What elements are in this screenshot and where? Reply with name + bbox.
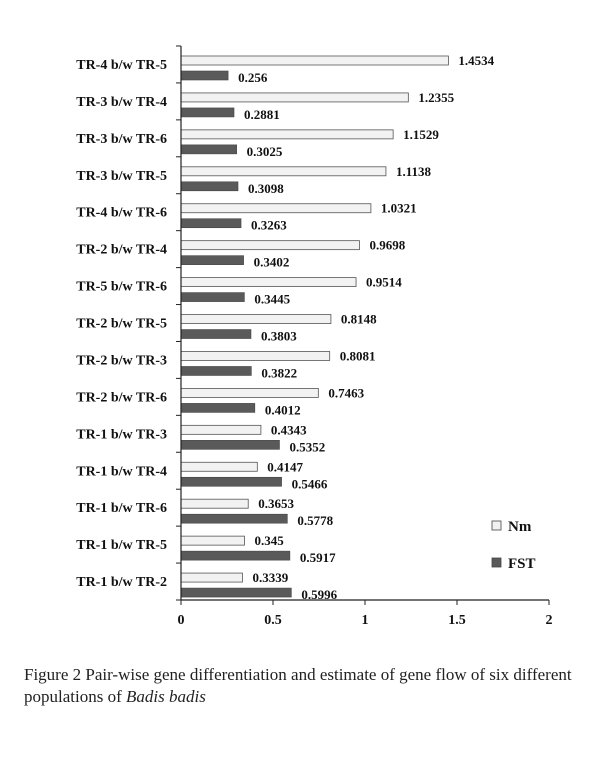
bar-nm [181, 499, 248, 508]
category-label: TR-4 b/w TR-6 [76, 205, 167, 221]
category-label: TR-2 b/w TR-4 [76, 242, 167, 258]
bar-fst [181, 256, 244, 265]
data-label-fst: 0.3803 [260, 328, 297, 344]
category-label: TR-4 b/w TR-5 [76, 58, 167, 73]
bar-fst [181, 403, 255, 412]
data-label-nm: 0.3339 [252, 570, 289, 586]
bar-nm [181, 56, 448, 65]
category-label: TR-1 b/w TR-6 [76, 501, 167, 517]
category-label: TR-2 b/w TR-5 [76, 316, 167, 332]
legend-swatch-nm [492, 521, 501, 530]
data-label-fst: 0.3025 [246, 143, 283, 159]
bar-nm [181, 351, 330, 360]
caption-text: Figure 2 Pair-wise gene differentiation and estimate of gene flow of six different populations of [24, 665, 572, 706]
bar-fst [181, 477, 282, 486]
data-label-nm: 0.9698 [369, 237, 406, 253]
data-label-fst: 0.3445 [254, 291, 291, 307]
data-label-fst: 0.3822 [261, 365, 298, 381]
category-label: TR-3 b/w TR-5 [76, 168, 167, 184]
data-label-fst: 0.256 [238, 70, 268, 85]
bar-fst [181, 551, 290, 560]
figure-caption [24, 664, 584, 708]
bar-nm [181, 315, 331, 324]
x-tick-label: 0 [177, 613, 185, 628]
legend-swatch-fst [492, 558, 501, 567]
legend [492, 519, 536, 572]
data-label-nm: 1.1529 [403, 126, 439, 142]
bar-nm [181, 536, 244, 545]
data-label-nm: 0.8148 [340, 311, 377, 327]
x-tick-label: 1 [361, 613, 369, 628]
x-tick-label: 1.5 [448, 613, 466, 628]
data-label-nm: 0.9514 [366, 274, 402, 290]
category-label: TR-3 b/w TR-6 [76, 131, 167, 147]
bar-fst [181, 440, 279, 449]
data-label-fst: 0.3402 [253, 254, 290, 270]
bar-nm [181, 462, 257, 471]
bar-fst [181, 588, 291, 597]
caption-species: Badis badis [126, 687, 206, 706]
category-label: TR-5 b/w TR-6 [76, 279, 167, 295]
bar-fst [181, 366, 251, 375]
bar-fst [181, 514, 287, 523]
data-label-fst: 0.3263 [251, 217, 287, 233]
bar-nm [181, 425, 261, 434]
data-label-fst: 0.5466 [291, 476, 328, 492]
data-label-nm: 1.1138 [395, 163, 431, 179]
data-label-fst: 0.5917 [299, 550, 336, 566]
data-label-fst: 0.4012 [264, 402, 301, 418]
category-label: TR-2 b/w TR-3 [76, 353, 167, 369]
data-label-nm: 0.3653 [258, 496, 294, 512]
data-label-fst: 0.3098 [248, 180, 284, 196]
bar-nm [181, 388, 318, 397]
legend-label-fst: FST [508, 556, 536, 572]
bar-fst [181, 108, 234, 117]
data-label-fst: 0.5778 [297, 513, 334, 529]
bar-fst [181, 219, 241, 228]
bar-nm [181, 167, 386, 176]
bar-nm [181, 93, 408, 102]
bar-nm [181, 278, 356, 287]
bar-nm [181, 130, 393, 139]
data-label-nm: 0.8081 [339, 348, 376, 364]
data-label-nm: 1.4534 [458, 53, 495, 68]
data-label-fst: 0.5996 [301, 587, 338, 603]
data-label-nm: 0.7463 [328, 385, 365, 401]
data-label-nm: 0.345 [254, 533, 284, 549]
category-label: TR-1 b/w TR-2 [76, 575, 167, 591]
bar-fst [181, 71, 228, 80]
bar-nm [181, 241, 359, 250]
bar-fst [181, 182, 238, 191]
data-label-nm: 0.4343 [270, 422, 307, 438]
bar-fst [181, 330, 251, 339]
bar-nm [181, 573, 242, 582]
data-label-nm: 0.4147 [267, 459, 304, 475]
bar-nm [181, 204, 371, 213]
data-label-fst: 0.2881 [244, 106, 280, 122]
data-label-fst: 0.5352 [289, 439, 326, 455]
legend-label-nm: Nm [508, 519, 532, 535]
category-label: TR-1 b/w TR-5 [76, 538, 167, 554]
data-label-nm: 1.2355 [418, 89, 455, 105]
bar-fst [181, 293, 244, 302]
bar-fst [181, 145, 237, 154]
category-label: TR-3 b/w TR-4 [76, 94, 167, 110]
category-label: TR-1 b/w TR-3 [76, 427, 167, 443]
category-label: TR-1 b/w TR-4 [76, 464, 167, 480]
data-label-nm: 1.0321 [380, 200, 417, 216]
x-tick-label: 2 [545, 613, 553, 628]
category-label: TR-2 b/w TR-6 [76, 390, 167, 406]
x-tick-label: 0.5 [264, 613, 282, 628]
